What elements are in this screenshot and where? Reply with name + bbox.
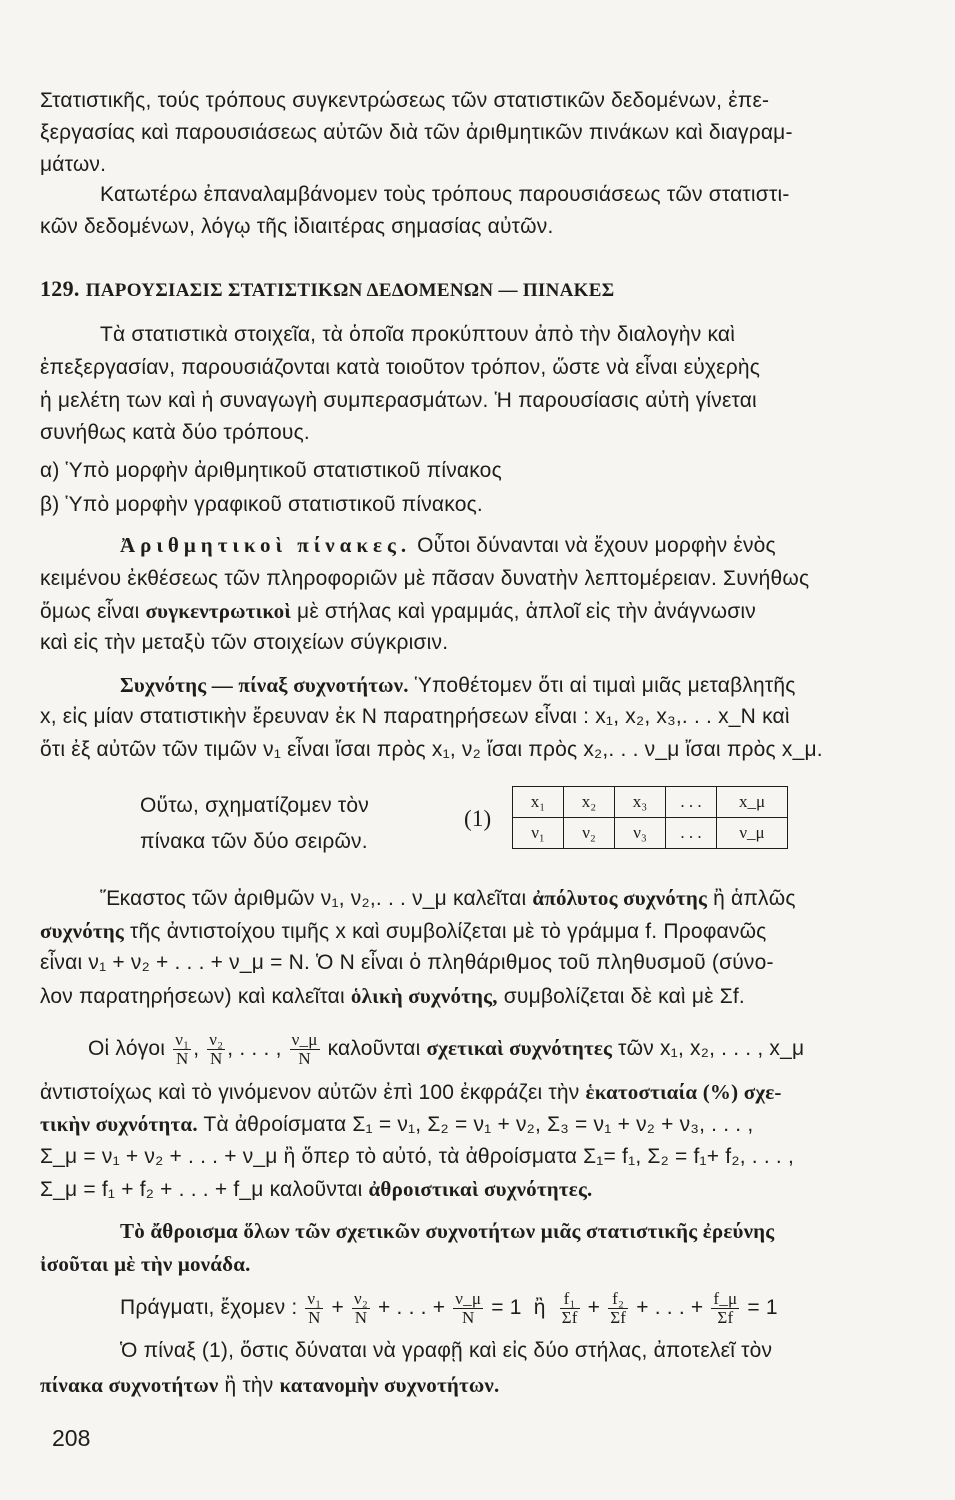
table-cell: ν₃ — [615, 818, 666, 849]
p2-line-4: καὶ εἰς τὴν μεταξὺ τῶν στοιχείων σύγκρισιν. — [40, 631, 449, 654]
intro-line-3: μάτων. — [40, 153, 107, 176]
p5-term-2: ἑκατοστιαία (%) σχε- — [585, 1080, 782, 1104]
numerator: ν₁ — [307, 1288, 322, 1308]
ellipsis-sum: + . . . + — [378, 1296, 446, 1319]
table-cell: x₁ — [513, 787, 564, 818]
p2-line-1 — [120, 532, 776, 559]
p6-line-2: ἰσοῦται μὲ τὴν μονάδα. — [40, 1252, 251, 1276]
p1-line-3: ἡ μελέτη των καὶ ἡ συναγωγὴ συμπερασμάτων. Ἡ παρουσίασις αὐτὴ γίνεται — [40, 389, 757, 412]
p5-line-1-b: καλοῦνται — [321, 1037, 427, 1060]
denominator: N — [308, 1307, 321, 1327]
p7-line — [120, 1286, 778, 1330]
p3-line-1 — [120, 672, 796, 699]
p4-line-4-a: λον παρατηρήσεων) καὶ καλεῖται — [40, 985, 351, 1008]
equals-one: = 1 — [491, 1296, 522, 1319]
p4-line-3: εἶναι ν₁ + ν₂ + . . . + ν_μ = N. Ὁ N εἶναι ὁ πληθάριθμος τοῦ πληθυσμοῦ (σύνο- — [40, 951, 774, 974]
section-title: ΠΑΡΟΥΣΙΑΣΙΣ ΣΤΑΤΙΣΤΙΚΩΝ ΔΕΔΟΜΕΝΩΝ — ΠΙΝΑΚΕΣ — [85, 280, 615, 301]
p5-line-5 — [40, 1176, 592, 1203]
p3-term: Συχνότης — πίναξ συχνοτήτων. — [120, 673, 409, 697]
p1-line-2: ἐπεξεργασίαν, παρουσιάζονται κατὰ τοιοῦτον τρόπον, ὥστε νὰ εἶναι εὐχερὴς — [40, 356, 761, 379]
section-number: 129. — [40, 276, 80, 301]
p2-line-2: κειμένου ἐκθέσεως τῶν πληροφοριῶν μὲ πᾶσαν δυνατὴν λεπτομέρειαν. Συνήθως — [40, 567, 810, 590]
page-number: 208 — [52, 1425, 91, 1451]
p5-line-1-d: τῶν x₁, x₂, . . . , x_μ — [612, 1037, 805, 1060]
table-cell: ν₁ — [513, 818, 564, 849]
p4-line-2 — [40, 918, 767, 945]
p2-line-3 — [40, 598, 756, 625]
p5-line-3-b: Τὰ ἀθροίσματα Σ₁ = ν₁, Σ₂ = ν₁ + ν₂, Σ₃ = ν₁ + ν₂ + ν₃, . . . , — [197, 1113, 754, 1136]
p8-line-1: Ὁ πίναξ (1), ὅστις δύναται νὰ γραφῇ καὶ εἰς δύο στήλας, ἀποτελεῖ τὸν — [120, 1339, 773, 1362]
p5-line-4: Σ_μ = ν₁ + ν₂ + . . . + ν_μ ἢ ὅπερ τὸ αὐτό, τὰ ἀθροίσματα Σ₁= f₁, Σ₂ = f₁+ f₂, . . . , — [40, 1145, 795, 1168]
p4-line-1 — [100, 885, 796, 912]
table-cell: x_μ — [717, 787, 788, 818]
p4-term-3: ὁλικὴ συχνότης, — [350, 984, 498, 1008]
numerator: ν_μ — [291, 1029, 318, 1049]
p4-line-4-c: συμβολίζεται δὲ καὶ μὲ Σf. — [497, 985, 745, 1008]
p1-item-b: β) Ὑπὸ μορφὴν γραφικοῦ στατιστικοῦ πίνακος. — [40, 493, 483, 516]
numerator: ν₂ — [353, 1288, 368, 1308]
numerator: f₂ — [608, 1290, 628, 1309]
table-cell: . . . — [666, 818, 717, 849]
intro-line-1: Στατιστικῆς, τούς τρόπους συγκεντρώσεως τῶν στατιστικῶν δεδομένων, ἐπε- — [40, 89, 770, 112]
fraction — [453, 1290, 483, 1327]
p5-lead: Οἱ λόγοι — [88, 1037, 166, 1060]
p1-line-4: συνήθως κατὰ δύο τρόπους. — [40, 421, 310, 444]
p5-term-4: ἀθροιστικαὶ συχνότητες. — [368, 1177, 593, 1201]
p4-line-1-a: Ἕκαστος τῶν ἀριθμῶν ν₁, ν₂,. . . ν_μ καλεῖται — [100, 887, 533, 910]
p6-line-1: Τὸ ἄθροισμα ὅλων τῶν σχετικῶν συχνοτήτων μιᾶς στατιστικῆς ἐρεύνης — [120, 1219, 775, 1243]
p3-form-1: Οὕτω, σχηματίζομεν τὸν — [140, 794, 369, 817]
fraction — [352, 1290, 370, 1327]
plus-sign: + — [331, 1296, 344, 1319]
p2-term: Ἀριθμητικοὶ πίνακες. — [120, 533, 412, 557]
p5-dots: , . . . , — [227, 1037, 282, 1060]
fraction — [290, 1031, 320, 1068]
fraction — [608, 1290, 628, 1327]
denominator: Σf — [561, 1307, 578, 1327]
intro-line-4: Κατωτέρω ἐπαναλαμβάνομεν τοὺς τρόπους παρουσιάσεως τῶν στατιστι- — [100, 183, 790, 206]
numerator: f₁ — [560, 1290, 580, 1309]
p3-form-2: πίνακα τῶν δύο σειρῶν. — [140, 830, 368, 853]
p5-line-2 — [40, 1079, 782, 1106]
p4-term-2: συχνότης — [40, 919, 124, 943]
intro-line-5: κῶν δεδομένων, λόγῳ τῆς ἰδιαιτέρας σημασίας αὐτῶν. — [40, 215, 554, 238]
denominator: N — [175, 1048, 189, 1068]
section-heading — [40, 276, 614, 304]
p5-line-5-a: Σ_μ = f₁ + f₂ + . . . + f_μ καλοῦνται — [40, 1178, 369, 1201]
denominator: N — [298, 1048, 311, 1068]
p8-term-2: κατανομὴν συχνοτήτων. — [279, 1373, 500, 1397]
p5-term: σχετικαὶ συχνότητες — [426, 1036, 613, 1060]
p8-line-2 — [40, 1372, 499, 1399]
p3-line-2: x, εἰς μίαν στατιστικὴν ἔρευναν ἐκ N παρατηρήσεων εἶναι : x₁, x₂, x₃,. . . x_N καὶ — [40, 705, 790, 728]
table-row — [513, 818, 788, 849]
numerator: ν₂ — [209, 1029, 224, 1049]
p2-line-3-c: μὲ στήλας καὶ γραμμάς, ἁπλοῖ εἰς τὴν ἀνάγνωσιν — [290, 600, 756, 623]
p5-line-3 — [40, 1111, 753, 1138]
fraction — [207, 1031, 225, 1068]
fraction — [173, 1031, 191, 1068]
p1-item-a: α) Ὑπὸ μορφὴν ἀριθμητικοῦ στατιστικοῦ πίνακος — [40, 459, 502, 482]
table-cell: . . . — [666, 787, 717, 818]
intro-line-2: ξεργασίας καὶ παρουσιάσεως αὐτῶν διὰ τῶν ἀριθμητικῶν πινάκων καὶ διαγραμ- — [40, 121, 793, 144]
p5-term-3: τικὴν συχνότητα. — [40, 1112, 198, 1136]
p3-line-1-text: Ὑποθέτομεν ὅτι αἱ τιμαὶ μιᾶς μεταβλητῆς — [408, 674, 796, 697]
p4-term: ἀπόλυτος συχνότης — [532, 886, 708, 910]
p2-line-1-text: Οὗτοι δύνανται νὰ ἔχουν μορφὴν ἑνὸς — [411, 534, 776, 557]
table-cell: ν₂ — [564, 818, 615, 849]
numerator: f_μ — [713, 1288, 738, 1308]
p4-line-2-b: τῆς ἀντιστοίχου τιμῆς x καὶ συμβολίζεται μὲ τὸ γράμμα f. Προφανῶς — [123, 920, 767, 943]
p2-term-2: συγκεντρωτικοὶ — [145, 599, 291, 623]
fraction — [305, 1290, 323, 1327]
denominator: N — [461, 1307, 475, 1327]
p5-line-1: Οἱ λόγοι $\frac{\text{ν₁}}{N}$ , $\frac{\text{ν₂}}{N}$ , . . . , $\frac{\nu\_\mu}{N}$ καλοῦνται σχετικαὶ συχνότητες τῶν x₁, x₂, . . . , x_μ — [88, 1029, 805, 1068]
fraction — [560, 1290, 580, 1327]
denominator: Σf — [717, 1307, 734, 1327]
p8-line-2-b: ἢ τὴν — [218, 1374, 280, 1397]
table-cell: ν_μ — [717, 818, 788, 849]
table-row — [513, 787, 788, 818]
p4-line-4 — [40, 983, 745, 1010]
p4-line-1-c: ἢ ἁπλῶς — [707, 887, 796, 910]
p7-lead: Πράγματι, ἔχομεν : — [120, 1296, 298, 1319]
p1-line-1: Τὰ στατιστικὰ στοιχεῖα, τὰ ὁποῖα προκύπτουν ἀπὸ τὴν διαλογὴν καὶ — [100, 323, 736, 346]
fraction — [711, 1290, 739, 1327]
ellipsis-sum: + . . . + — [636, 1296, 704, 1319]
table-label: (1) — [464, 806, 492, 831]
table-cell: x₂ — [564, 787, 615, 818]
numerator: ν₁ — [175, 1029, 190, 1049]
denominator: Σf — [610, 1307, 627, 1327]
numerator: ν_μ — [455, 1288, 482, 1308]
denominator: N — [210, 1048, 223, 1068]
table-cell: x₃ — [615, 787, 666, 818]
plus-sign: + — [587, 1296, 601, 1319]
frequency-table — [512, 786, 788, 849]
p8-term: πίνακα συχνοτήτων — [40, 1373, 219, 1397]
p3-line-3: ὅτι ἐξ αὐτῶν τῶν τιμῶν ν₁ εἶναι ἴσαι πρὸς x₁, ν₂ ἴσαι πρὸς x₂,. . . ν_μ ἴσαι πρὸς x_μ. — [40, 738, 823, 761]
p2-line-3-a: ὅμως εἶναι — [40, 600, 146, 623]
equals-one: = 1 — [747, 1296, 778, 1319]
or-word: ἢ — [533, 1296, 546, 1319]
p5-line-2-a: ἀντιστοίχως καὶ τὸ γινόμενον αὐτῶν ἐπὶ 100 ἐκφράζει τὴν — [40, 1081, 586, 1104]
denominator: N — [354, 1307, 368, 1327]
